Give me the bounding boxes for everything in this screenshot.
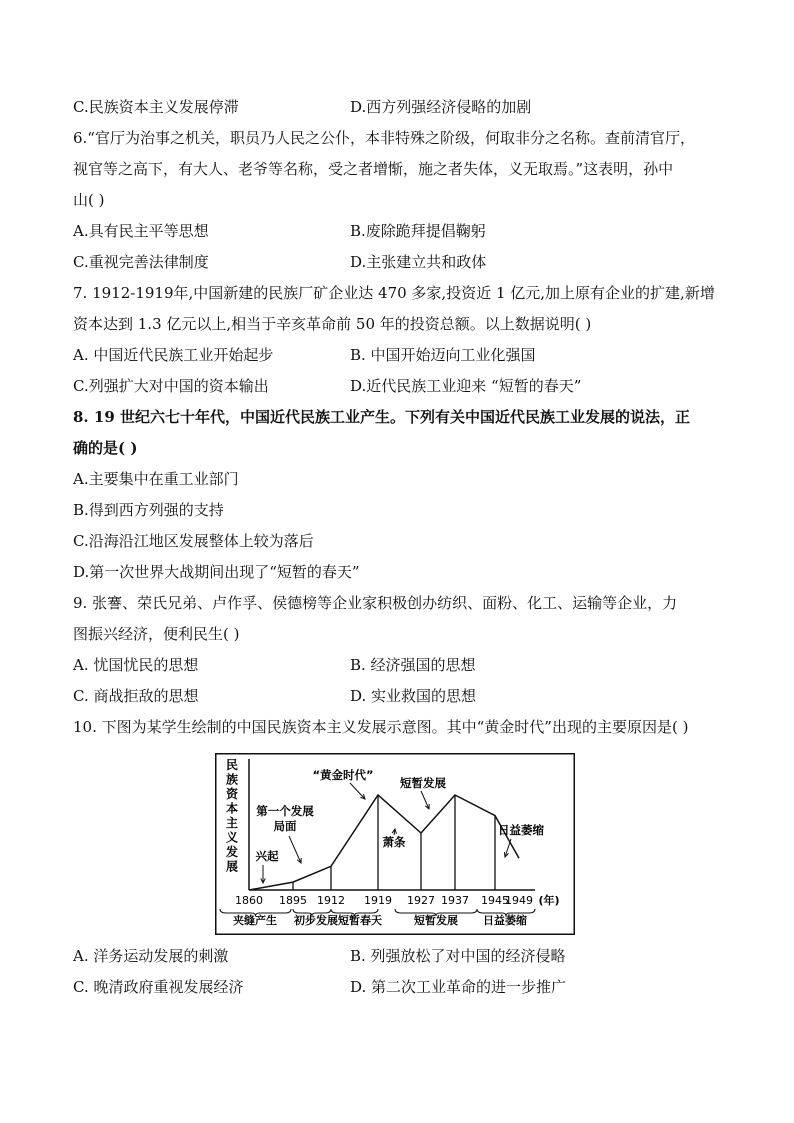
y-axis-label-char: 展	[225, 859, 239, 874]
q7-option-a: A. 中国近代民族工业开始起步	[73, 346, 274, 364]
y-axis-label	[225, 758, 239, 874]
annotation-label: 短暂发展	[400, 776, 446, 790]
x-tick-label: 1937	[441, 894, 469, 907]
q9-option-c: C. 商战拒敌的思想	[73, 687, 199, 705]
x-tick-label: 1912	[317, 894, 345, 907]
annotation-label: 萧条	[382, 835, 406, 849]
q6-option-c: C.重视完善法律制度	[73, 253, 209, 271]
q10-stem-line-1: 10. 下图为某学生绘制的中国民族资本主义发展示意图。其中“黄金时代”出现的主要原因是( )	[73, 718, 689, 736]
q9-option-a: A. 忧国忧民的思想	[73, 656, 199, 674]
y-axis-label-char: 族	[225, 772, 239, 787]
annotation-label: 兴起	[255, 849, 279, 863]
y-axis-label-char: 发	[225, 845, 239, 859]
q6-option-a: A.具有民主平等思想	[73, 222, 209, 240]
annotation-label: 日益萎缩	[498, 823, 544, 837]
q7-option-b: B. 中国开始迈向工业化强国	[350, 346, 536, 364]
q9-stem-line-2: 图振兴经济，便利民生( )	[73, 625, 240, 643]
period-label: 短暂春天	[338, 914, 382, 927]
period-label: 日益萎缩	[483, 914, 527, 927]
annotation-label: 第一个发展	[256, 804, 314, 818]
q8-stem-line-2: 确的是( )	[73, 439, 138, 457]
q6-stem-line-3: 山( )	[73, 191, 105, 209]
y-axis-label-char: 本	[225, 801, 239, 816]
q7-stem-line-1: 7. 1912-1919年,中国新建的民族厂矿企业达 470 多家,投资近 1 亿元,加上原有企业的扩建,新增	[73, 284, 715, 302]
y-axis-label-char: 主	[225, 816, 239, 830]
q5-option-d: D.西方列强经济侵略的加剧	[350, 98, 532, 116]
q5-option-c: C.民族资本主义发展停滞	[73, 98, 239, 116]
capitalism-development-chart	[215, 753, 575, 935]
x-tick-label: 1945	[481, 894, 509, 907]
q8-option-d: D.第一次世界大战期间出现了“短暂的春天”	[73, 563, 360, 581]
q9-option-b: B. 经济强国的思想	[350, 656, 476, 674]
q6-option-d: D.主张建立共和政体	[350, 253, 487, 271]
period-brace	[220, 909, 291, 916]
q10-option-b: B. 列强放松了对中国的经济侵略	[350, 947, 566, 965]
q8-option-c: C.沿海沿江地区发展整体上较为落后	[73, 532, 314, 550]
q6-stem-line-1: 6.“官厅为治事之机关，职员乃人民之公仆，本非特殊之阶级，何取非分之名称。查前清官厅，	[73, 129, 695, 147]
q6-stem-line-2: 视官等之高下，有大人、老爷等名称，受之者增惭，施之者失体，义无取焉。”这表明，孙中	[73, 160, 674, 178]
q7-option-c: C.列强扩大对中国的资本输出	[73, 377, 269, 395]
x-tick-label: 1895	[279, 894, 307, 907]
q10-option-c: C. 晚清政府重视发展经济	[73, 978, 244, 996]
q6-option-b: B.废除跪拜提倡鞠躬	[350, 222, 486, 240]
annotation-arrow	[289, 836, 301, 863]
y-axis-label-char: 民	[225, 758, 239, 772]
q10-option-a: A. 洋务运动发展的刺激	[73, 947, 229, 965]
annotation-arrow	[350, 783, 365, 799]
y-axis-label-char: 资	[225, 787, 239, 801]
period-label: 夹缝产生	[233, 914, 277, 927]
q7-option-d: D.近代民族工业迎来 “短暂的春天”	[350, 377, 582, 395]
q8-option-b: B.得到西方列强的支持	[73, 501, 224, 519]
x-tick-label: 1919	[364, 894, 392, 907]
y-axis-label-char: 义	[225, 830, 239, 845]
period-label: 短暂发展	[414, 914, 458, 927]
x-tick-label: 1949	[505, 894, 533, 907]
x-tick-label: 1860	[235, 894, 263, 907]
q9-option-d: D. 实业救国的思想	[350, 687, 477, 705]
annotation-arrows	[261, 783, 511, 883]
period-brace	[395, 909, 477, 916]
x-axis-unit: (年)	[538, 894, 560, 907]
period-label: 初步发展	[294, 914, 338, 927]
q8-option-a: A.主要集中在重工业部门	[73, 470, 239, 488]
q9-stem-line-1: 9. 张謇、荣氏兄弟、卢作孚、侯德榜等企业家积极创办纺织、面粉、化工、运输等企业，力	[73, 594, 678, 612]
q8-stem-line-1: 8. 19 世纪六七十年代，中国近代民族工业产生。下列有关中国近代民族工业发展的说法，正	[73, 408, 690, 426]
x-tick-label: 1927	[407, 894, 435, 907]
q7-stem-line-2: 资本达到 1.3 亿元以上,相当于辛亥革命前 50 年的投资总额。以上数据说明( )	[73, 315, 592, 333]
annotation-arrow	[421, 791, 429, 809]
annotation-label: 局面	[273, 819, 297, 833]
q10-option-d: D. 第二次工业革命的进一步推广	[350, 978, 567, 996]
annotation-label: “黄金时代”	[312, 768, 374, 782]
